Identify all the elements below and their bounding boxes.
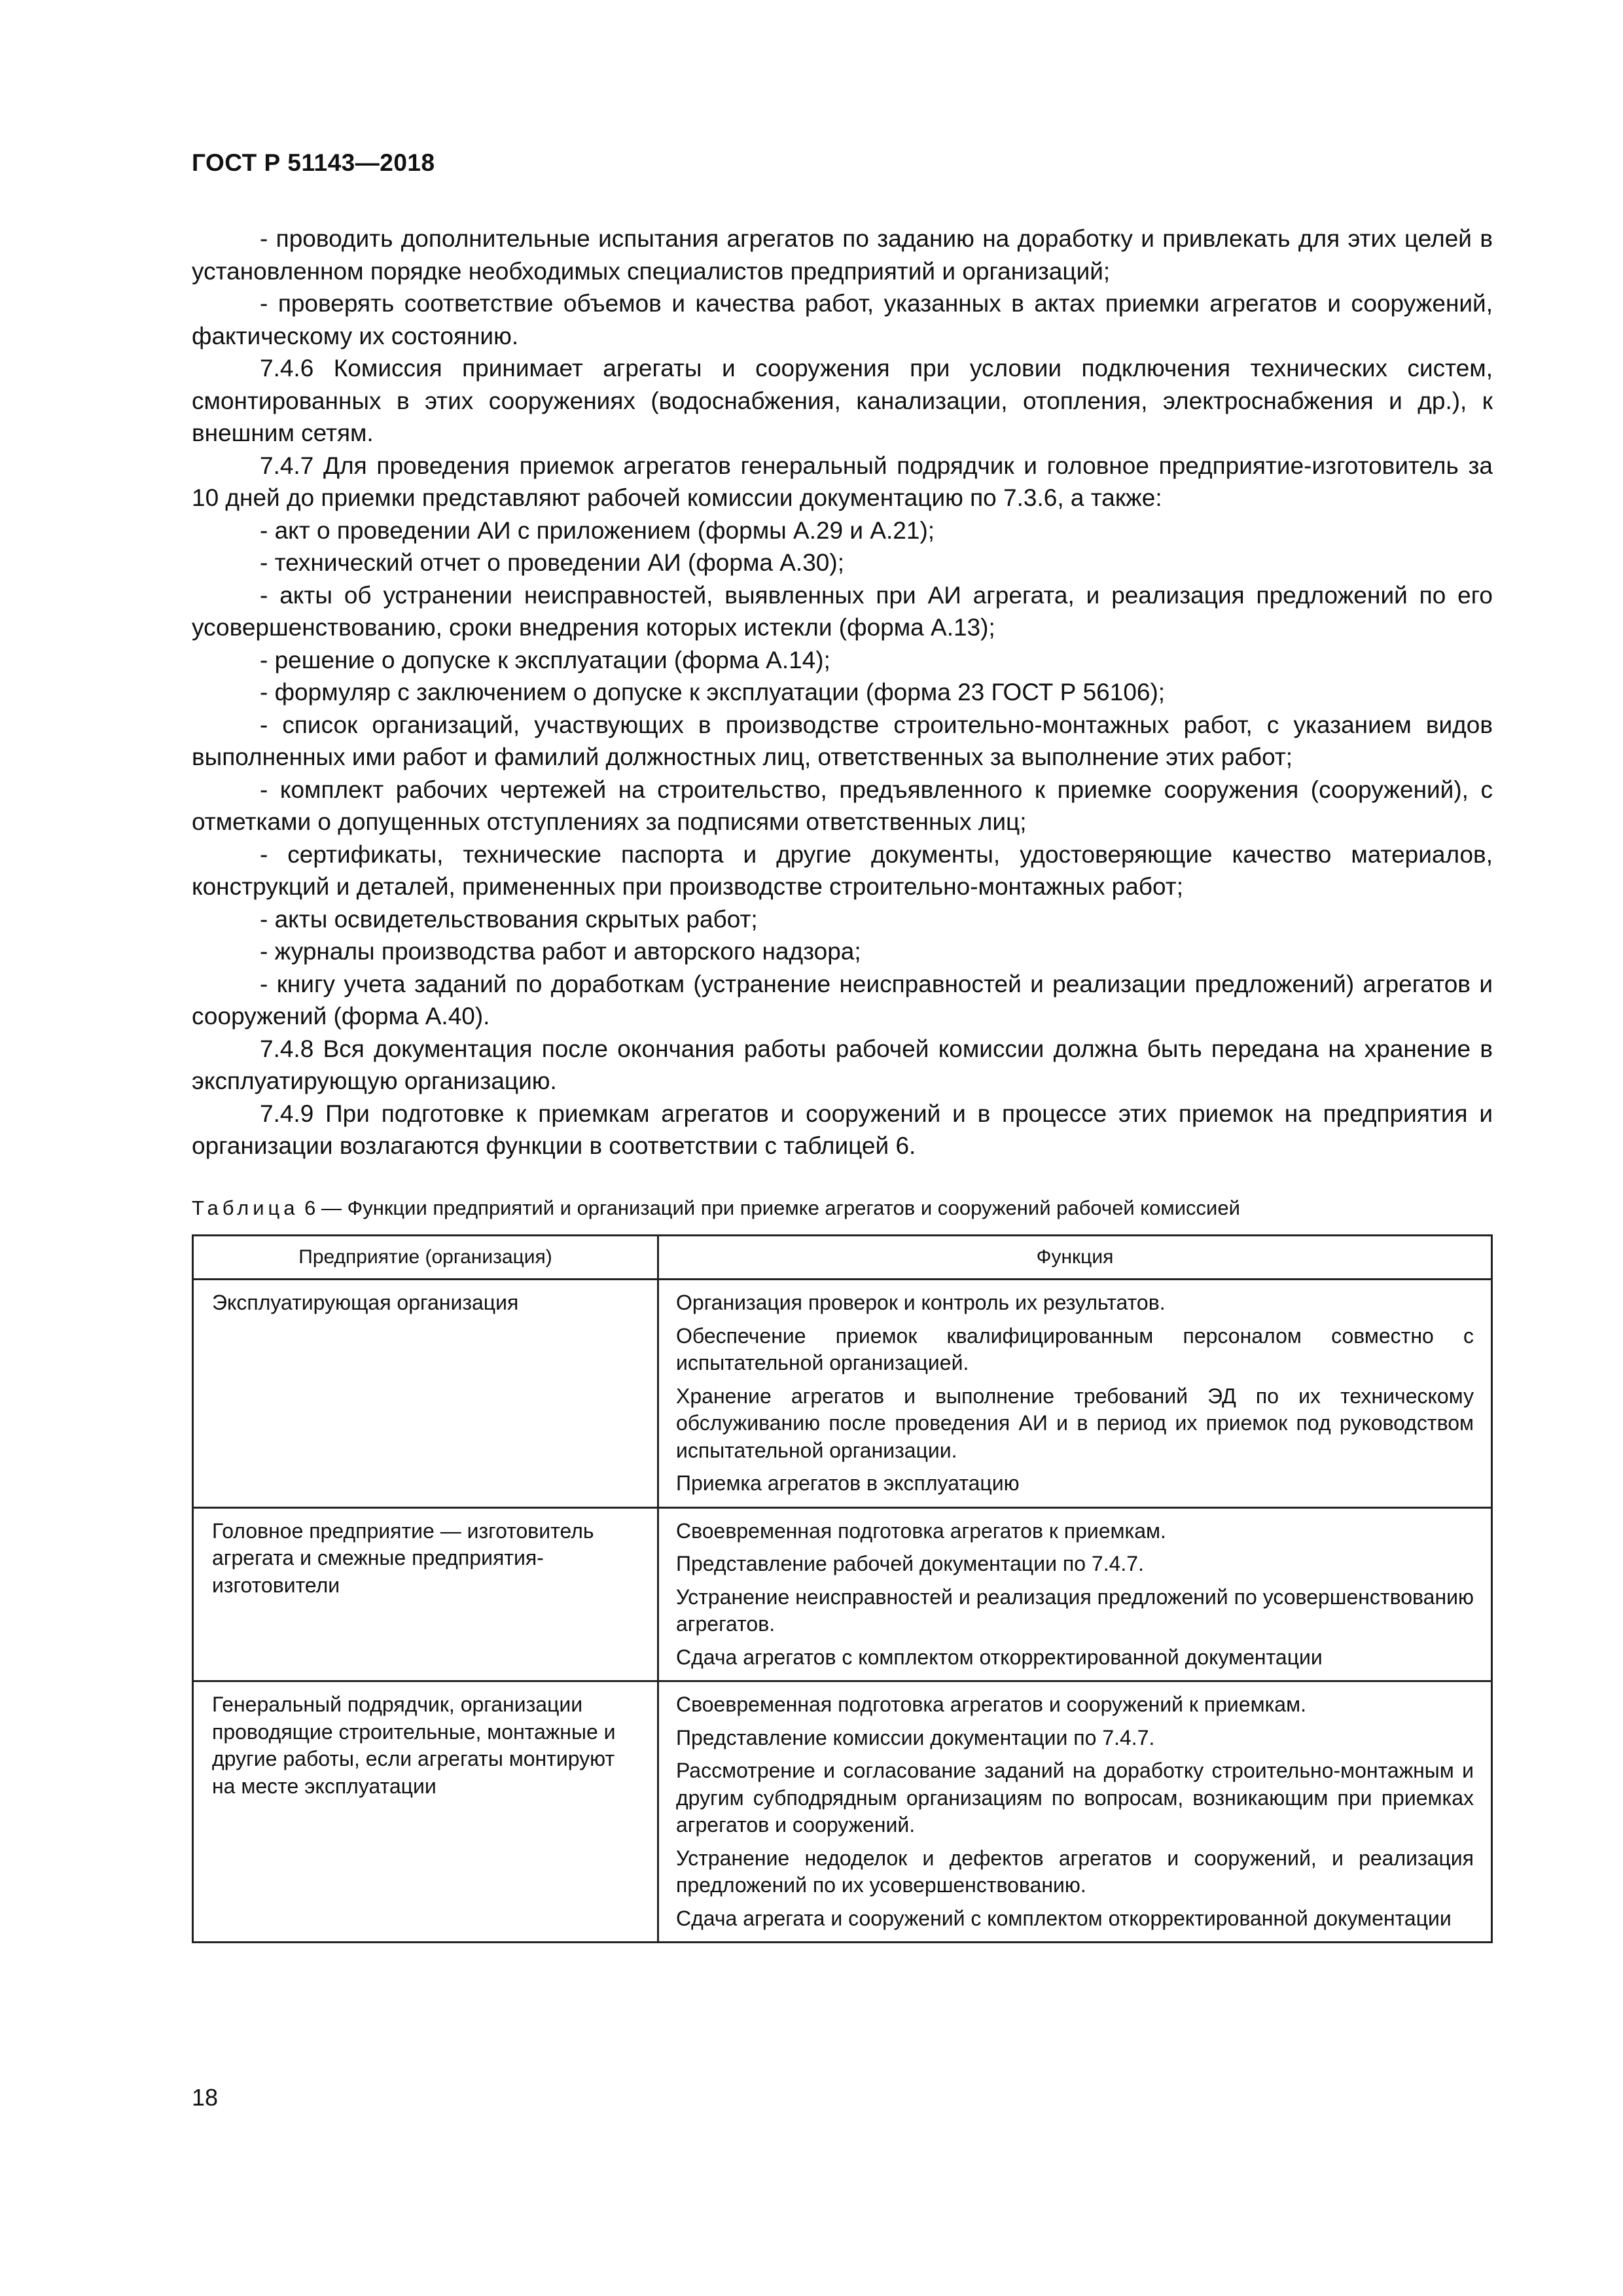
- paragraph: - проводить дополнительные испытания агрегатов по заданию на доработку и привлекать для этих целей в установленном порядке необходимых специалистов предприятий и организаций;: [192, 225, 1493, 285]
- paragraph: - сертификаты, технические паспорта и другие документы, удостоверяющие качество материалов, конструкций и деталей, примененных при производстве строительно-монтажных работ;: [192, 840, 1493, 900]
- table-row: [193, 1280, 1492, 1508]
- paragraph: 7.4.6 Комиссия принимает агрегаты и сооружения при условии подключения технических систем, смонтированных в этих сооружениях (водоснабжения, канализации, отопления, электроснабжения и др.), к внешним сетям.: [192, 355, 1493, 446]
- paragraph: 7.4.7 Для проведения приемок агрегатов генеральный подрядчик и головное предприятие-изготовитель за 10 дней до приемки представляют рабочей комиссии документацию по 7.3.6, а также:: [192, 452, 1493, 511]
- paragraph: - акт о проведении АИ с приложением (формы А.29 и А.21);: [260, 516, 935, 544]
- paragraph: - формуляр с заключением о допуске к эксплуатации (форма 23 ГОСТ Р 56106);: [260, 679, 1166, 706]
- function-item: Устранение неисправностей и реализация предложений по усовершенствованию агрегатов.: [676, 1585, 1474, 1636]
- function-cell: [658, 1681, 1492, 1943]
- table-caption-text: 6 — Функции предприятий и организаций при приемке агрегатов и сооружений рабочей комиссией: [298, 1196, 1240, 1219]
- function-item: Сдача агрегата и сооружений с комплектом откорректированной документации: [676, 1906, 1452, 1930]
- header-org: Предприятие (организация): [193, 1236, 658, 1280]
- table-row: [193, 1507, 1492, 1681]
- paragraph: - комплект рабочих чертежей на строительство, предъявленного к приемке сооружения (сооружений), с отметками о допущенных отступлениях за подписями ответственных лиц;: [192, 776, 1493, 835]
- function-cell: [658, 1280, 1492, 1508]
- function-item: Хранение агрегатов и выполнение требований ЭД по их техническому обслуживанию после проведения АИ и в период их приемок под руководством испытательной организации.: [676, 1384, 1474, 1462]
- paragraph: 7.4.9 При подготовке к приемкам агрегатов и сооружений и в процессе этих приемок на предприятия и организации возлагаются функции в соответствии с таблицей 6.: [192, 1100, 1493, 1159]
- paragraph: - книгу учета заданий по доработкам (устранение неисправностей и реализации предложений) агрегатов и сооружений (форма А.40).: [192, 970, 1493, 1030]
- document-code-header: ГОСТ Р 51143—2018: [192, 149, 435, 176]
- paragraph: - решение о допуске к эксплуатации (форма А.14);: [260, 646, 830, 673]
- org-cell: Генеральный подрядчик, организации проводящие строительные, монтажные и другие работы, если агрегаты монтируют на месте эксплуатации: [193, 1681, 658, 1943]
- functions-table: [192, 1234, 1493, 1943]
- function-item: Приемка агрегатов в эксплуатацию: [676, 1471, 1020, 1495]
- org-cell: Головное предприятие — изготовитель агрегата и смежные предприятия-изготовители: [193, 1507, 658, 1681]
- org-cell: Эксплуатирующая организация: [193, 1280, 658, 1508]
- function-item: Обеспечение приемок квалифицированным персоналом совместно с испытательной организацией.: [676, 1323, 1474, 1374]
- page-number: 18: [192, 2084, 219, 2111]
- paragraph: 7.4.8 Вся документация после окончания работы рабочей комиссии должна быть передана на хранение в эксплуатирующую организацию.: [192, 1035, 1493, 1094]
- function-cell: [658, 1507, 1492, 1681]
- paragraph: - акты об устранении неисправностей, выявленных при АИ агрегата, и реализация предложений по его усовершенствованию, сроки внедрения которых истекли (форма А.13);: [192, 581, 1493, 641]
- header-function: Функция: [658, 1236, 1492, 1280]
- function-item: Представление рабочей документации по 7.4.7.: [676, 1552, 1144, 1575]
- paragraph: - проверять соответствие объемов и качества работ, указанных в актах приемки агрегатов и сооружений, фактическому их состоянию.: [192, 290, 1493, 350]
- function-item: Своевременная подготовка агрегатов и сооружений к приемкам.: [676, 1693, 1306, 1716]
- body-text: [192, 223, 1493, 1162]
- table-caption: [192, 1195, 1493, 1221]
- function-item: Рассмотрение и согласование заданий на доработку строительно-монтажным и другим субподрядным организациям по вопросам, возникающим при приемках агрегатов и сооружений.: [676, 1759, 1474, 1837]
- function-item: Сдача агрегатов с комплектом откорректированной документации: [676, 1645, 1323, 1669]
- paragraph: - технический отчет о проведении АИ (форма А.30);: [260, 549, 844, 576]
- table-row: [193, 1681, 1492, 1943]
- function-item: Устранение недоделок и дефектов агрегатов и сооружений, и реализация предложений по их усовершенствованию.: [676, 1846, 1474, 1897]
- function-item: Представление комиссии документации по 7.4.7.: [676, 1725, 1155, 1749]
- paragraph: - журналы производства работ и авторского надзора;: [260, 938, 861, 965]
- paragraph: - список организаций, участвующих в производстве строительно-монтажных работ, с указанием видов выполненных ими работ и фамилий должностных лиц, ответственных за выполнение этих работ;: [192, 711, 1493, 770]
- function-item: Своевременная подготовка агрегатов к приемкам.: [676, 1518, 1166, 1543]
- table-header-row: [193, 1236, 1492, 1280]
- paragraph: - акты освидетельствования скрытых работ;: [260, 905, 758, 933]
- function-item: Организация проверок и контроль их результатов.: [676, 1291, 1166, 1314]
- table-caption-label: Таблица: [192, 1196, 299, 1219]
